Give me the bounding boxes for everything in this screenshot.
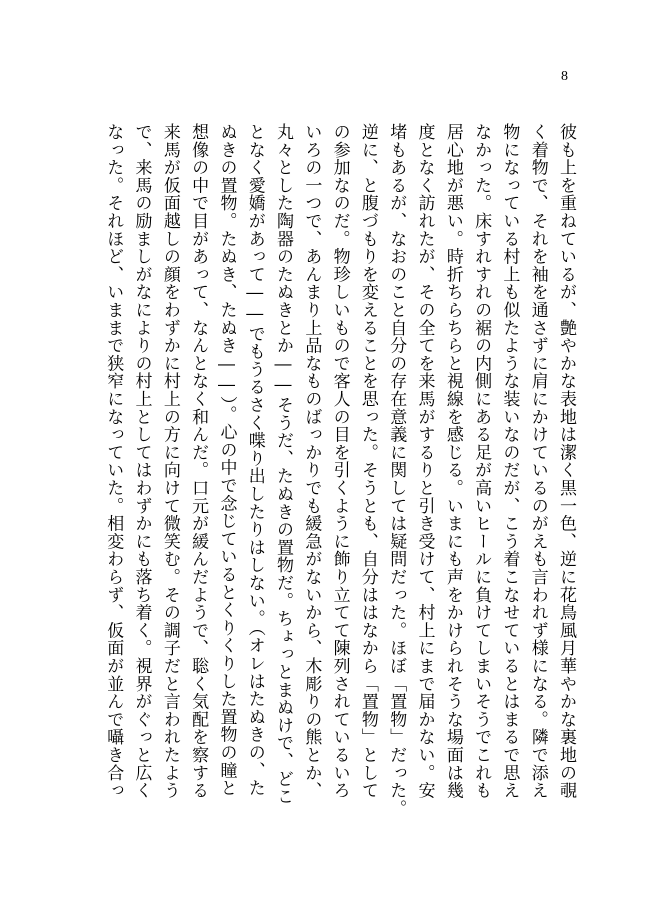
text-line: で、来馬の励ましがなによりの村上としてはわずかにも落ち着く。視界がぐっと広く [131, 123, 152, 800]
text-line: 想像の中で目があって、なんとなく和んだ。口元が緩んだようで、聡く気配を察する [188, 123, 209, 800]
text-line: なかった。床すれすれの裾の内側にある足が高いヒールに負けてしまいそうでこれも [471, 123, 492, 800]
text-line: いろの一つで、あんまり上品なものばっかりでも緩急がないから、木彫りの熊とか、 [301, 123, 322, 800]
text-line: 来馬が仮面越しの顔をわずかに村上の方に向けて微笑む。その調子だと言われたよう [159, 123, 180, 800]
text-line: の参加なのだ。物珍しいもので客人の目を引くように飾り立てて陳列されているいろ [329, 123, 350, 800]
text-line: なった。それほど、いままで狭窄になっていた。相変わらず、仮面が並んで囁き合っ [103, 123, 124, 800]
text-line: く着物で、それを袖を通さずに肩にかけているのがえも言われず様になる。隣で添え [527, 123, 548, 800]
vertical-body-text [99, 123, 580, 818]
text-line: 彼も上を重ねているが、艶やかな表地は潔く黒一色、逆に花鳥風月華やかな裏地の覗 [556, 123, 576, 800]
text-line: 逆に、と腹づもりを変えることを思った。そうとも、自分ははなから「置物」として [357, 123, 378, 800]
page-number: 8 [561, 69, 568, 84]
text-line: 居心地が悪い。時折ちらちらと視線を感じる。いまにも声をかけられそうな場面は幾 [442, 123, 463, 800]
text-line: となく愛嬌があって――でもうるさく喋り出したりはしない。（オレはたぬきの、た [244, 123, 265, 797]
text-line: 度となく訪れたが、その全てを来馬がするりと引き受けて、村上にまで届かない。安 [414, 123, 435, 800]
text-line: 丸々とした陶器のたぬきとか――そうだ、たぬきの置物だ。ちょっとまぬけで、どこ [273, 123, 294, 806]
text-line: 物になっている村上も似たような装いなのだが、こう着こなせているとはまるで思え [499, 123, 520, 800]
text-line: ぬきの置物。たぬき、たぬき――）。心の中で念じているとくりくりした置物の瞳と [216, 123, 237, 797]
text-line: 堵もあるが、なおのこと自分の存在意義に関しては疑問だった。ほぼ「置物」だった。 [386, 123, 407, 818]
